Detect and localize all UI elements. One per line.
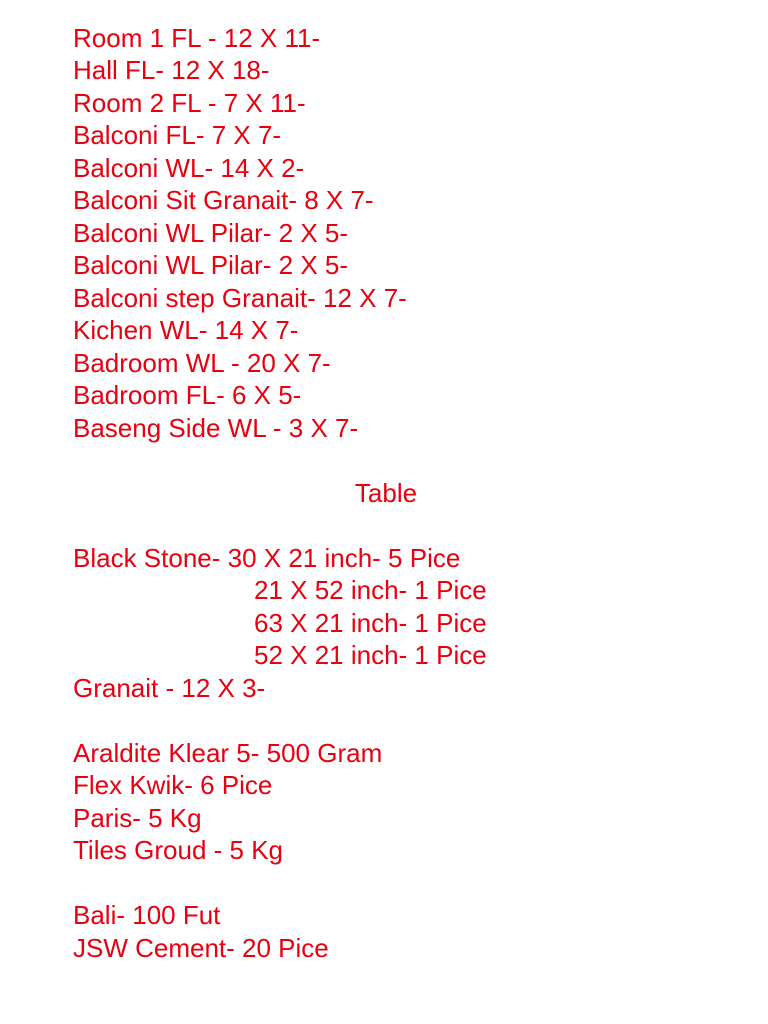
granait-line: Granait - 12 X 3- xyxy=(73,673,266,703)
supply-line: Bali- 100 Fut xyxy=(73,900,221,930)
measurement-line: Balconi WL Pilar- 2 X 5- xyxy=(73,250,349,280)
measurement-line: Room 2 FL - 7 X 11- xyxy=(73,88,306,118)
black-stone-line: 21 X 52 inch- 1 Pice xyxy=(254,575,487,605)
measurement-line: Room 1 FL - 12 X 11- xyxy=(73,23,321,53)
table-heading: Table xyxy=(354,478,418,508)
measurement-line: Hall FL- 12 X 18- xyxy=(73,55,270,85)
measurement-line: Balconi step Granait- 12 X 7- xyxy=(73,283,407,313)
black-stone-line: Black Stone- 30 X 21 inch- 5 Pice xyxy=(73,543,461,573)
measurement-line: Baseng Side WL - 3 X 7- xyxy=(73,413,359,443)
measurement-line: Balconi WL- 14 X 2- xyxy=(73,153,305,183)
measurement-line: Kichen WL- 14 X 7- xyxy=(73,315,299,345)
measurement-line: Badroom WL - 20 X 7- xyxy=(73,348,331,378)
measurement-line: Badroom FL- 6 X 5- xyxy=(73,380,302,410)
supply-line: JSW Cement- 20 Pice xyxy=(73,933,329,963)
measurement-line: Balconi FL- 7 X 7- xyxy=(73,120,282,150)
material-line: Araldite Klear 5- 500 Gram xyxy=(73,738,383,768)
material-line: Paris- 5 Kg xyxy=(73,803,202,833)
measurement-line: Balconi Sit Granait- 8 X 7- xyxy=(73,185,374,215)
black-stone-line: 63 X 21 inch- 1 Pice xyxy=(254,608,487,638)
measurement-line: Balconi WL Pilar- 2 X 5- xyxy=(73,218,349,248)
black-stone-line: 52 X 21 inch- 1 Pice xyxy=(254,640,487,670)
material-line: Flex Kwik- 6 Pice xyxy=(73,770,273,800)
material-line: Tiles Groud - 5 Kg xyxy=(73,835,284,865)
